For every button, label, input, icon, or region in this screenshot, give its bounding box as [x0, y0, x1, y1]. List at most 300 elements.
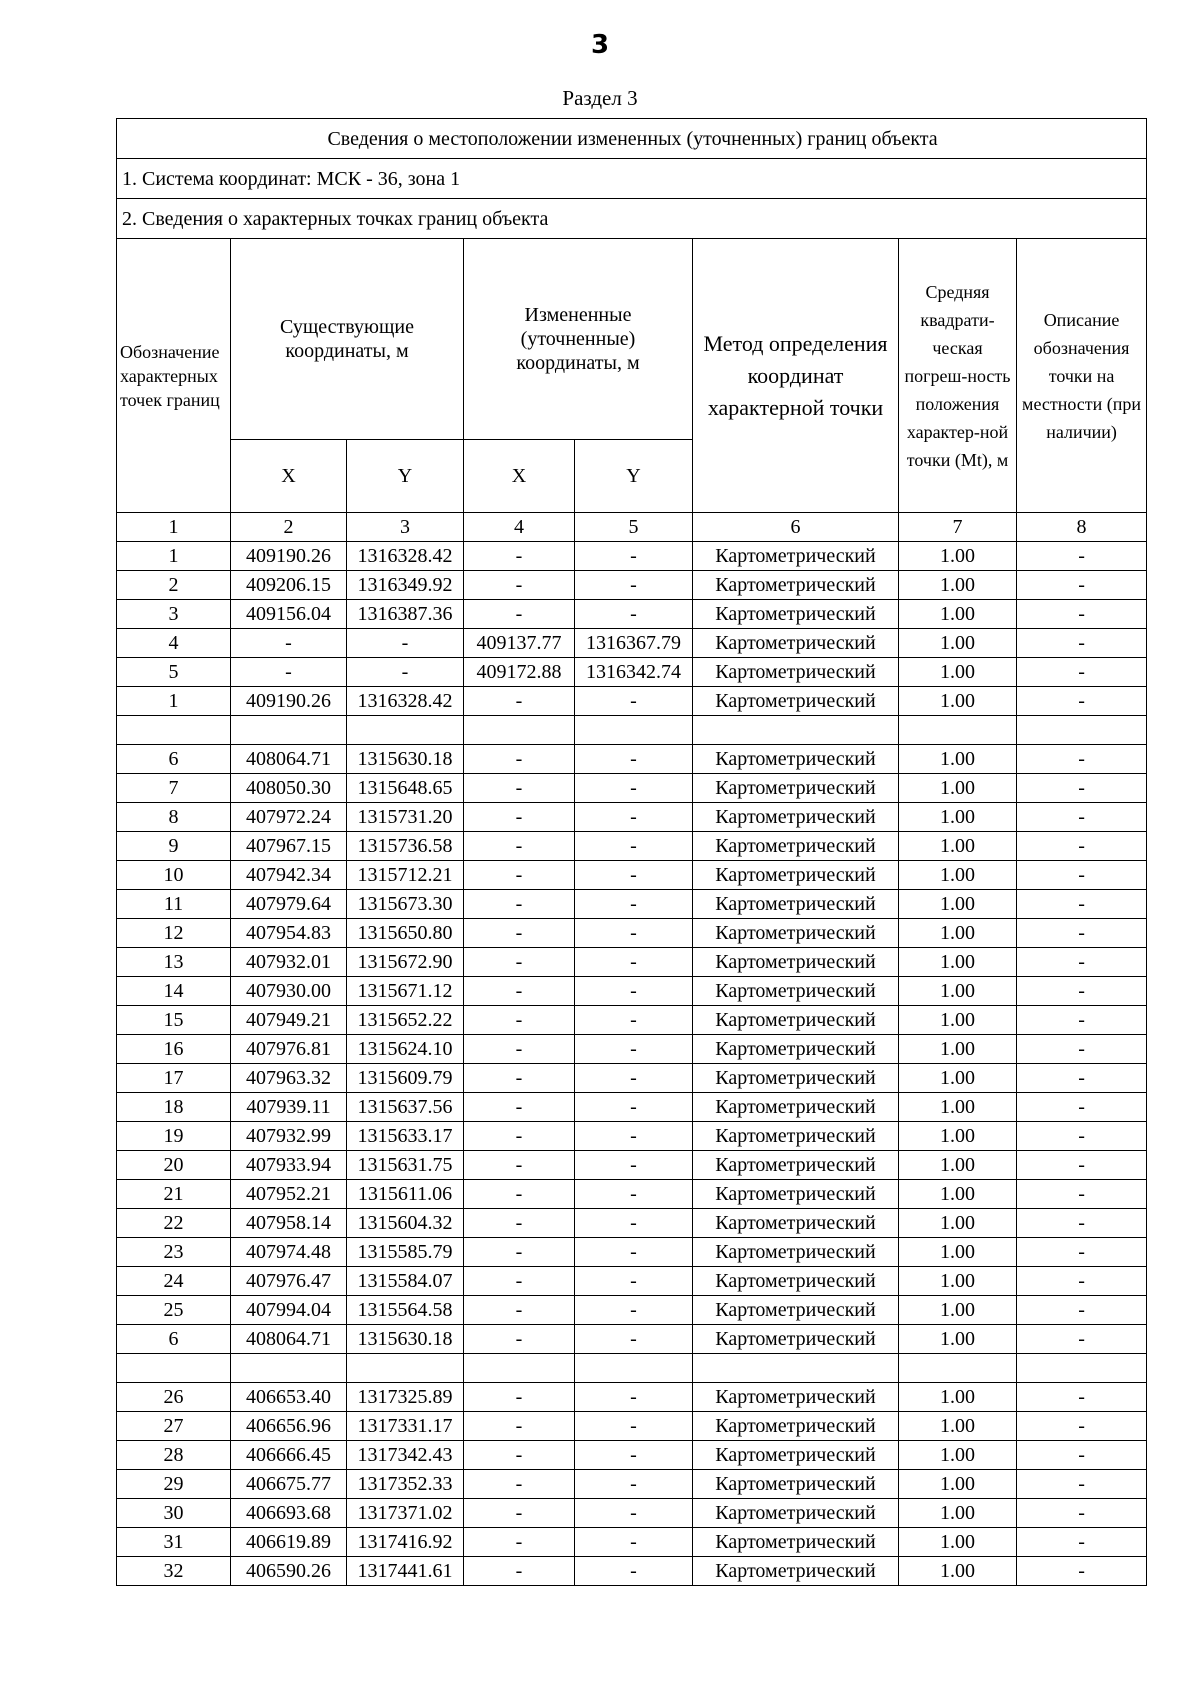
table-row — [117, 1383, 1147, 1412]
table-cell: - — [1017, 1412, 1147, 1441]
table-cell: - — [1017, 1528, 1147, 1557]
table-cell: 1.00 — [899, 600, 1017, 629]
table-cell: 1.00 — [899, 1528, 1017, 1557]
table-cell: Картометрический — [693, 774, 899, 803]
table-cell: 407930.00 — [231, 977, 347, 1006]
table-row — [117, 1499, 1147, 1528]
table-cell: 1316328.42 — [347, 542, 464, 571]
table-cell: 27 — [117, 1412, 231, 1441]
table-cell: 1315736.58 — [347, 832, 464, 861]
table-cell: Картометрический — [693, 919, 899, 948]
table-cell: 14 — [117, 977, 231, 1006]
table-row — [117, 890, 1147, 919]
table-cell: Картометрический — [693, 832, 899, 861]
table-cell: - — [1017, 948, 1147, 977]
header-description: Описание обозначения точки на местности (при наличии) — [1017, 239, 1147, 513]
table-row — [117, 1267, 1147, 1296]
table-cell — [899, 1354, 1017, 1383]
table-cell: - — [575, 1209, 693, 1238]
table-cell: Картометрический — [693, 1093, 899, 1122]
table-cell: - — [575, 571, 693, 600]
table-row — [117, 832, 1147, 861]
table-cell: 1317352.33 — [347, 1470, 464, 1499]
table-cell: 1317325.89 — [347, 1383, 464, 1412]
table-row — [117, 803, 1147, 832]
table-cell: 1315611.06 — [347, 1180, 464, 1209]
table-cell: Картометрический — [693, 1209, 899, 1238]
table-cell: 1316367.79 — [575, 629, 693, 658]
column-number: 5 — [575, 513, 693, 542]
header-existing-y: Y — [347, 440, 464, 513]
table-cell: 407967.15 — [231, 832, 347, 861]
table-cell — [899, 716, 1017, 745]
table-cell: Картометрический — [693, 745, 899, 774]
table-cell: 1.00 — [899, 542, 1017, 571]
header-existing-x: X — [231, 440, 347, 513]
table-cell: Картометрический — [693, 629, 899, 658]
table-cell: 1.00 — [899, 977, 1017, 1006]
table-cell: 407949.21 — [231, 1006, 347, 1035]
table-row — [117, 1122, 1147, 1151]
table-cell — [575, 1354, 693, 1383]
table-cell: 1.00 — [899, 629, 1017, 658]
column-number: 3 — [347, 513, 464, 542]
table-row — [117, 977, 1147, 1006]
table-cell: 11 — [117, 890, 231, 919]
table-cell: Картометрический — [693, 1499, 899, 1528]
table-cell: 15 — [117, 1006, 231, 1035]
table-cell: 1315585.79 — [347, 1238, 464, 1267]
table-cell: 407976.81 — [231, 1035, 347, 1064]
table-cell: - — [1017, 571, 1147, 600]
table-cell: - — [464, 1035, 575, 1064]
table-cell: 25 — [117, 1296, 231, 1325]
section-title: Раздел 3 — [562, 86, 638, 110]
table-cell: - — [575, 977, 693, 1006]
table-cell: - — [575, 1499, 693, 1528]
table-cell: 1.00 — [899, 774, 1017, 803]
table-cell: - — [464, 948, 575, 977]
table-cell: - — [575, 1180, 693, 1209]
table-cell: - — [464, 1296, 575, 1325]
table-cell: 1315630.18 — [347, 745, 464, 774]
table-cell: - — [464, 832, 575, 861]
table-cell: 1.00 — [899, 1064, 1017, 1093]
coord-system: 1. Система координат: МСК - 36, зона 1 — [117, 159, 1147, 199]
table-row — [117, 1296, 1147, 1325]
table-cell: Картометрический — [693, 571, 899, 600]
table-cell: 406693.68 — [231, 1499, 347, 1528]
table-cell: 18 — [117, 1093, 231, 1122]
column-number: 1 — [117, 513, 231, 542]
table-cell: - — [464, 1122, 575, 1151]
table-cell: - — [464, 1557, 575, 1586]
table-row — [117, 861, 1147, 890]
table-cell: - — [575, 1093, 693, 1122]
table-cell: Картометрический — [693, 1180, 899, 1209]
table-cell: Картометрический — [693, 1557, 899, 1586]
header-changed-x: X — [464, 440, 575, 513]
table-cell: Картометрический — [693, 1064, 899, 1093]
table-cell: 406590.26 — [231, 1557, 347, 1586]
table-cell: - — [1017, 629, 1147, 658]
table-cell: - — [464, 890, 575, 919]
table-cell: 21 — [117, 1180, 231, 1209]
table-cell: - — [575, 1412, 693, 1441]
table-cell: 408064.71 — [231, 1325, 347, 1354]
table-cell: 407939.11 — [231, 1093, 347, 1122]
table-cell: - — [1017, 745, 1147, 774]
table-cell: - — [575, 890, 693, 919]
table-cell — [231, 1354, 347, 1383]
table-cell: - — [575, 542, 693, 571]
table-cell: 1317342.43 — [347, 1441, 464, 1470]
table-cell: - — [464, 1006, 575, 1035]
table-cell: - — [464, 1383, 575, 1412]
table-cell: - — [1017, 1209, 1147, 1238]
table-cell: 1.00 — [899, 919, 1017, 948]
table-cell: - — [1017, 861, 1147, 890]
table-cell: - — [464, 687, 575, 716]
table-cell: 1315564.58 — [347, 1296, 464, 1325]
table-cell: - — [1017, 1064, 1147, 1093]
table-cell: 1.00 — [899, 745, 1017, 774]
table-cell: Картометрический — [693, 1122, 899, 1151]
table-cell: 1316349.92 — [347, 571, 464, 600]
table-cell: - — [464, 1238, 575, 1267]
table-cell: 7 — [117, 774, 231, 803]
table-cell: - — [464, 1151, 575, 1180]
table-cell: 1315673.30 — [347, 890, 464, 919]
header-changed-y: Y — [575, 440, 693, 513]
table-cell: 1315604.32 — [347, 1209, 464, 1238]
table-row — [117, 948, 1147, 977]
table-cell: 1.00 — [899, 1238, 1017, 1267]
table-cell — [464, 716, 575, 745]
table-cell: 407976.47 — [231, 1267, 347, 1296]
table-cell: 1.00 — [899, 948, 1017, 977]
table-row — [117, 1557, 1147, 1586]
table-row — [117, 1325, 1147, 1354]
table-cell: 17 — [117, 1064, 231, 1093]
table-cell: 1315633.17 — [347, 1122, 464, 1151]
table-cell: Картометрический — [693, 803, 899, 832]
table-cell: - — [1017, 1557, 1147, 1586]
table-row — [117, 658, 1147, 687]
table-cell: - — [231, 629, 347, 658]
table-cell: - — [464, 542, 575, 571]
table-cell — [117, 1354, 231, 1383]
table-cell: - — [464, 1180, 575, 1209]
table-row — [117, 1354, 1147, 1383]
table-cell: - — [347, 629, 464, 658]
table-cell: 1316328.42 — [347, 687, 464, 716]
table-cell: - — [575, 1006, 693, 1035]
table-cell — [347, 716, 464, 745]
table-cell: - — [575, 861, 693, 890]
table-cell: - — [575, 919, 693, 948]
table-cell: Картометрический — [693, 658, 899, 687]
table-cell: 409190.26 — [231, 687, 347, 716]
table-cell: 9 — [117, 832, 231, 861]
table-cell: Картометрический — [693, 861, 899, 890]
table-cell: 1.00 — [899, 1180, 1017, 1209]
table-cell: 407942.34 — [231, 861, 347, 890]
table-cell: - — [575, 1267, 693, 1296]
table-cell — [575, 716, 693, 745]
column-number: 7 — [899, 513, 1017, 542]
table-cell: 1.00 — [899, 1499, 1017, 1528]
table-cell: - — [1017, 600, 1147, 629]
table-row — [117, 687, 1147, 716]
table-cell: Картометрический — [693, 600, 899, 629]
table-cell — [693, 1354, 899, 1383]
table-cell — [347, 1354, 464, 1383]
table-cell: Картометрический — [693, 1412, 899, 1441]
table-cell: 1.00 — [899, 890, 1017, 919]
table-cell: 1.00 — [899, 1325, 1017, 1354]
table-cell: - — [575, 1383, 693, 1412]
column-number: 6 — [693, 513, 899, 542]
table-cell: Картометрический — [693, 1528, 899, 1557]
table-cell: 1.00 — [899, 687, 1017, 716]
table-cell: - — [1017, 1122, 1147, 1151]
table-cell: 409190.26 — [231, 542, 347, 571]
table-cell: 409156.04 — [231, 600, 347, 629]
table-cell: - — [1017, 919, 1147, 948]
table-cell: 1.00 — [899, 1470, 1017, 1499]
table-cell: Картометрический — [693, 1325, 899, 1354]
table-cell: 13 — [117, 948, 231, 977]
table-cell: - — [464, 1441, 575, 1470]
table-cell: 406619.89 — [231, 1528, 347, 1557]
table-cell: - — [464, 1470, 575, 1499]
table-title: Сведения о местоположении измененных (уточненных) границ объекта — [117, 119, 1147, 159]
table-cell: 1317331.17 — [347, 1412, 464, 1441]
table-row — [117, 1238, 1147, 1267]
table-cell: 407932.01 — [231, 948, 347, 977]
table-cell: 1.00 — [899, 1209, 1017, 1238]
table-cell: 1.00 — [899, 1035, 1017, 1064]
table-cell: - — [231, 658, 347, 687]
table-cell: - — [575, 1238, 693, 1267]
table-cell: - — [464, 774, 575, 803]
table-cell: - — [1017, 1035, 1147, 1064]
table-cell: - — [464, 803, 575, 832]
table-cell: 1315630.18 — [347, 1325, 464, 1354]
table-cell: 407932.99 — [231, 1122, 347, 1151]
table-cell: 20 — [117, 1151, 231, 1180]
table-cell: 1.00 — [899, 1557, 1017, 1586]
column-number: 2 — [231, 513, 347, 542]
boundary-points-table — [116, 118, 1147, 1586]
table-row — [117, 1209, 1147, 1238]
table-cell: Картометрический — [693, 948, 899, 977]
table-cell: 406656.96 — [231, 1412, 347, 1441]
table-cell: - — [1017, 774, 1147, 803]
header-method: Метод определения координат характерной точки — [693, 239, 899, 513]
table-cell: - — [1017, 1180, 1147, 1209]
table-cell: - — [575, 1064, 693, 1093]
table-cell: 1315652.22 — [347, 1006, 464, 1035]
table-cell: 407952.21 — [231, 1180, 347, 1209]
table-cell: - — [1017, 977, 1147, 1006]
table-cell: 407958.14 — [231, 1209, 347, 1238]
table-cell: 6 — [117, 1325, 231, 1354]
table-cell: 23 — [117, 1238, 231, 1267]
column-numbers-row — [117, 513, 1147, 542]
table-cell: 1316342.74 — [575, 658, 693, 687]
table-cell: 12 — [117, 919, 231, 948]
table-cell: - — [1017, 1296, 1147, 1325]
table-row — [117, 1441, 1147, 1470]
table-cell: 32 — [117, 1557, 231, 1586]
table-cell: - — [464, 1325, 575, 1354]
table-row — [117, 1412, 1147, 1441]
table-cell — [464, 1354, 575, 1383]
table-cell: Картометрический — [693, 1035, 899, 1064]
table-cell: 408064.71 — [231, 745, 347, 774]
table-cell: 406653.40 — [231, 1383, 347, 1412]
table-cell: - — [1017, 803, 1147, 832]
table-cell: 3 — [117, 600, 231, 629]
table-cell: 1.00 — [899, 1122, 1017, 1151]
table-cell: 409172.88 — [464, 658, 575, 687]
table-row — [117, 1064, 1147, 1093]
table-cell: 6 — [117, 745, 231, 774]
table-cell: Картометрический — [693, 1383, 899, 1412]
table-row — [117, 1470, 1147, 1499]
table-cell: - — [1017, 1499, 1147, 1528]
table-cell: 1315631.75 — [347, 1151, 464, 1180]
table-cell: - — [347, 658, 464, 687]
table-cell: - — [575, 803, 693, 832]
table-cell: - — [575, 1325, 693, 1354]
table-cell: 1.00 — [899, 1296, 1017, 1325]
table-row — [117, 774, 1147, 803]
table-cell: 26 — [117, 1383, 231, 1412]
table-cell: 1315731.20 — [347, 803, 464, 832]
table-cell: 1.00 — [899, 1383, 1017, 1412]
table-cell: - — [1017, 832, 1147, 861]
table-cell: 1317371.02 — [347, 1499, 464, 1528]
table-cell: Картометрический — [693, 1470, 899, 1499]
table-cell — [231, 716, 347, 745]
table-cell: - — [575, 774, 693, 803]
table-cell: - — [575, 1296, 693, 1325]
table-cell: 1.00 — [899, 803, 1017, 832]
table-cell — [117, 716, 231, 745]
table-cell: - — [464, 745, 575, 774]
header-changed: Измененные (уточненные) координаты, м — [464, 239, 693, 440]
table-row — [117, 1528, 1147, 1557]
table-cell: 16 — [117, 1035, 231, 1064]
table-cell: Картометрический — [693, 977, 899, 1006]
table-cell: 407972.24 — [231, 803, 347, 832]
table-row — [117, 571, 1147, 600]
table-row — [117, 745, 1147, 774]
table-cell: 31 — [117, 1528, 231, 1557]
table-cell: 2 — [117, 571, 231, 600]
table-cell: 8 — [117, 803, 231, 832]
table-row — [117, 1093, 1147, 1122]
table-cell: 1.00 — [899, 832, 1017, 861]
table-cell: - — [1017, 1441, 1147, 1470]
header-error: Средняя квадрати-ческая погреш-ность положения характер-ной точки (Mt), м — [899, 239, 1017, 513]
table-row — [117, 1151, 1147, 1180]
table-cell: Картометрический — [693, 1296, 899, 1325]
table-cell: 406666.45 — [231, 1441, 347, 1470]
column-number: 4 — [464, 513, 575, 542]
table-cell: - — [575, 1035, 693, 1064]
table-cell: 1316387.36 — [347, 600, 464, 629]
table-cell: 406675.77 — [231, 1470, 347, 1499]
table-cell: - — [464, 1209, 575, 1238]
table-cell: - — [575, 832, 693, 861]
table-row — [117, 919, 1147, 948]
table-cell: 1315712.21 — [347, 861, 464, 890]
page-number: 3 — [590, 30, 610, 60]
table-cell: 1317441.61 — [347, 1557, 464, 1586]
table-cell: 10 — [117, 861, 231, 890]
table-cell: - — [1017, 1238, 1147, 1267]
table-cell: - — [464, 1064, 575, 1093]
table-cell: 1.00 — [899, 571, 1017, 600]
table-cell — [1017, 716, 1147, 745]
table-cell: Картометрический — [693, 687, 899, 716]
table-cell: - — [464, 1267, 575, 1296]
table-cell: 1315624.10 — [347, 1035, 464, 1064]
table-cell — [1017, 1354, 1147, 1383]
table-cell: 409206.15 — [231, 571, 347, 600]
points-header: 2. Сведения о характерных точках границ объекта — [117, 199, 1147, 239]
table-cell: - — [464, 571, 575, 600]
table-cell: - — [1017, 1325, 1147, 1354]
table-cell: 407979.64 — [231, 890, 347, 919]
table-cell: - — [1017, 1093, 1147, 1122]
table-cell: - — [575, 1122, 693, 1151]
header-designation: Обозначение характерных точек границ — [117, 239, 231, 513]
table-cell: 1315671.12 — [347, 977, 464, 1006]
table-cell: 1315584.07 — [347, 1267, 464, 1296]
table-cell: - — [575, 1528, 693, 1557]
column-number: 8 — [1017, 513, 1147, 542]
table-cell: 1315650.80 — [347, 919, 464, 948]
table-cell: 5 — [117, 658, 231, 687]
table-cell: 4 — [117, 629, 231, 658]
table-cell — [693, 716, 899, 745]
table-cell: - — [464, 977, 575, 1006]
table-cell: - — [575, 1441, 693, 1470]
table-cell: - — [575, 1470, 693, 1499]
table-cell: Картометрический — [693, 1006, 899, 1035]
table-cell: 30 — [117, 1499, 231, 1528]
table-cell: 1315637.56 — [347, 1093, 464, 1122]
table-cell: 407974.48 — [231, 1238, 347, 1267]
table-cell: Картометрический — [693, 1238, 899, 1267]
table-cell: 1.00 — [899, 1267, 1017, 1296]
table-cell: - — [1017, 542, 1147, 571]
table-cell: Картометрический — [693, 1267, 899, 1296]
table-cell: 1.00 — [899, 1093, 1017, 1122]
table-cell: - — [464, 1528, 575, 1557]
table-row — [117, 600, 1147, 629]
table-cell: - — [575, 1151, 693, 1180]
table-cell: 1.00 — [899, 861, 1017, 890]
table-cell: 409137.77 — [464, 629, 575, 658]
table-row — [117, 629, 1147, 658]
table-cell: 1.00 — [899, 1151, 1017, 1180]
